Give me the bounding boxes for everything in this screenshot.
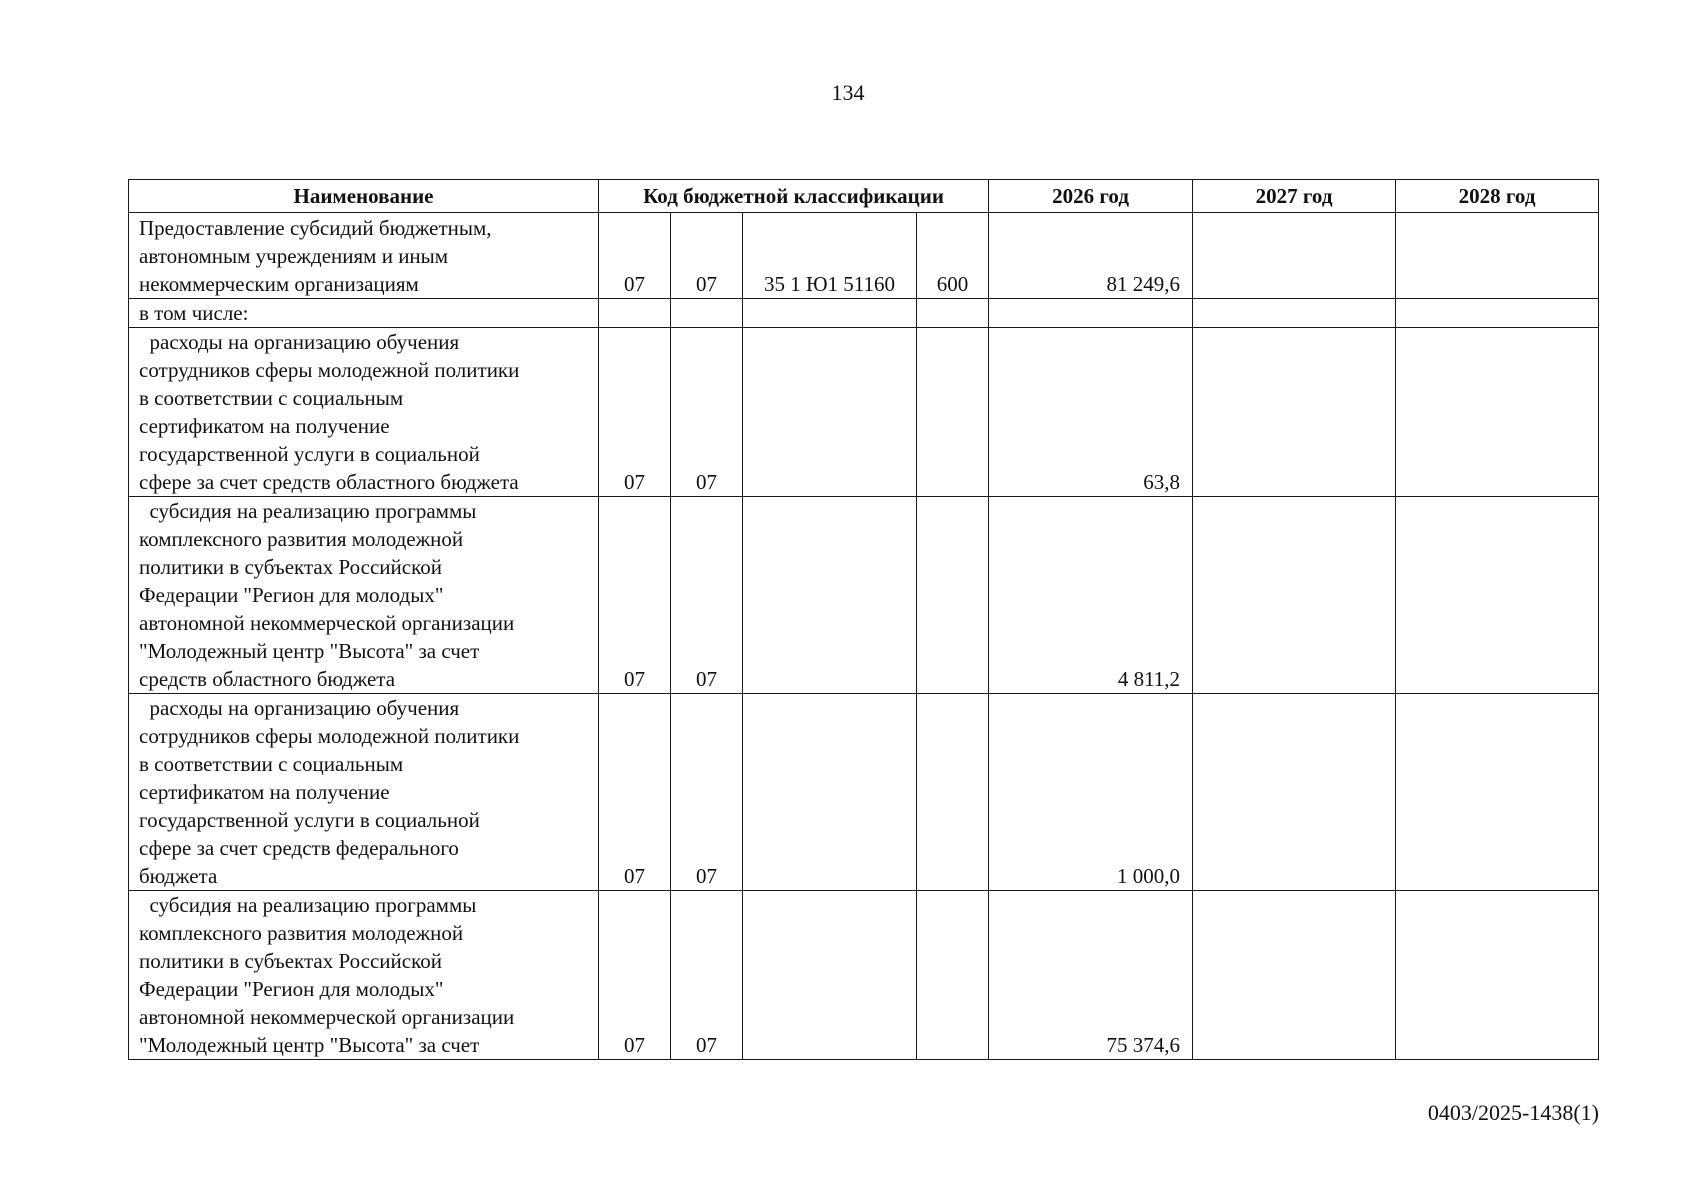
row-amount-2027 [1193,328,1396,497]
row-name-line: субсидия на реализацию программы [139,499,477,523]
row-name [129,694,599,891]
row-name [129,497,599,694]
row-code-section: 07 [599,328,671,497]
row-name-line: политики в субъектах Российской [139,555,442,579]
page-number: 134 [831,80,865,105]
row-name-line: автономной некоммерческой организации [139,611,515,635]
table-row [129,328,1599,497]
row-amount-2027 [1193,891,1396,1060]
row-amount-2026 [989,299,1193,328]
row-code-expense-type: 600 [917,213,989,299]
row-name-line: сфере за счет средств федерального [139,836,459,860]
row-name-line: Федерации "Регион для молодых" [139,583,444,607]
row-name [129,891,599,1060]
row-name-line: в соответствии с социальным [139,386,404,410]
row-code-target: 35 1 Ю1 51160 [743,213,917,299]
header-year-2027: 2027 год [1193,180,1396,213]
row-code-target [743,299,917,328]
row-name [129,213,599,299]
row-code-subsection [671,299,743,328]
row-name [129,328,599,497]
row-code-expense-type [917,694,989,891]
row-name-line: средств областного бюджета [139,667,396,691]
row-name-line: субсидия на реализацию программы [139,893,477,917]
row-amount-2028 [1396,328,1599,497]
row-amount-2027 [1193,213,1396,299]
row-name-line: бюджета [139,864,218,888]
row-name-line: сертификатом на получение [139,780,390,804]
header-year-2026: 2026 год [989,180,1193,213]
row-code-section: 07 [599,497,671,694]
table-row [129,694,1599,891]
table-row [129,213,1599,299]
row-name-line: сотрудников сферы молодежной политики [139,358,520,382]
budget-table [128,179,1599,1060]
row-code-expense-type [917,891,989,1060]
row-code-subsection: 07 [671,891,743,1060]
row-code-section: 07 [599,694,671,891]
row-name-line: в соответствии с социальным [139,752,404,776]
row-amount-2027 [1193,694,1396,891]
table-row [129,299,1599,328]
row-code-section: 07 [599,213,671,299]
row-name-line: политики в субъектах Российской [139,949,442,973]
row-name-line: сотрудников сферы молодежной политики [139,724,520,748]
row-name-line: государственной услуги в социальной [139,808,480,832]
row-amount-2028 [1396,694,1599,891]
row-name-line: сертификатом на получение [139,414,390,438]
row-code-subsection: 07 [671,328,743,497]
row-name-line: государственной услуги в социальной [139,442,480,466]
table-header-row [129,180,1599,213]
row-name-line: комплексного развития молодежной [139,527,464,551]
row-amount-2028 [1396,891,1599,1060]
row-name-line: Предоставление субсидий бюджетным, [139,216,492,240]
row-name-line: в том числе: [139,301,249,325]
document-code: 0403/2025-1438(1) [1427,1100,1599,1125]
row-code-expense-type [917,497,989,694]
row-amount-2028 [1396,299,1599,328]
header-name: Наименование [129,180,599,213]
row-amount-2026: 81 249,6 [989,213,1193,299]
row-code-target [743,694,917,891]
row-code-target [743,891,917,1060]
row-name-line: комплексного развития молодежной [139,921,464,945]
table-body [129,213,1599,1060]
row-code-section [599,299,671,328]
row-name-line: расходы на организацию обучения [139,696,460,720]
table-row [129,891,1599,1060]
row-code-target [743,328,917,497]
row-code-subsection: 07 [671,213,743,299]
row-name-line: расходы на организацию обучения [139,330,460,354]
row-amount-2026: 75 374,6 [989,891,1193,1060]
row-name [129,299,599,328]
row-code-section: 07 [599,891,671,1060]
row-code-target [743,497,917,694]
row-name-line: "Молодежный центр "Высота" за счет [139,639,480,663]
row-name-line: "Молодежный центр "Высота" за счет [139,1033,480,1057]
row-code-subsection: 07 [671,497,743,694]
row-name-line: автономной некоммерческой организации [139,1005,515,1029]
row-name-line: Федерации "Регион для молодых" [139,977,444,1001]
row-amount-2027 [1193,299,1396,328]
header-code: Код бюджетной классификации [599,180,989,213]
row-name-line: сфере за счет средств областного бюджета [139,470,519,494]
header-year-2028: 2028 год [1396,180,1599,213]
row-amount-2026: 4 811,2 [989,497,1193,694]
row-amount-2028 [1396,213,1599,299]
row-code-expense-type [917,328,989,497]
row-name-line: некоммерческим организациям [139,272,419,296]
row-amount-2028 [1396,497,1599,694]
row-amount-2027 [1193,497,1396,694]
row-amount-2026: 63,8 [989,328,1193,497]
row-code-subsection: 07 [671,694,743,891]
row-name-line: автономным учреждениям и иным [139,244,449,268]
row-code-expense-type [917,299,989,328]
table-row [129,497,1599,694]
row-amount-2026: 1 000,0 [989,694,1193,891]
